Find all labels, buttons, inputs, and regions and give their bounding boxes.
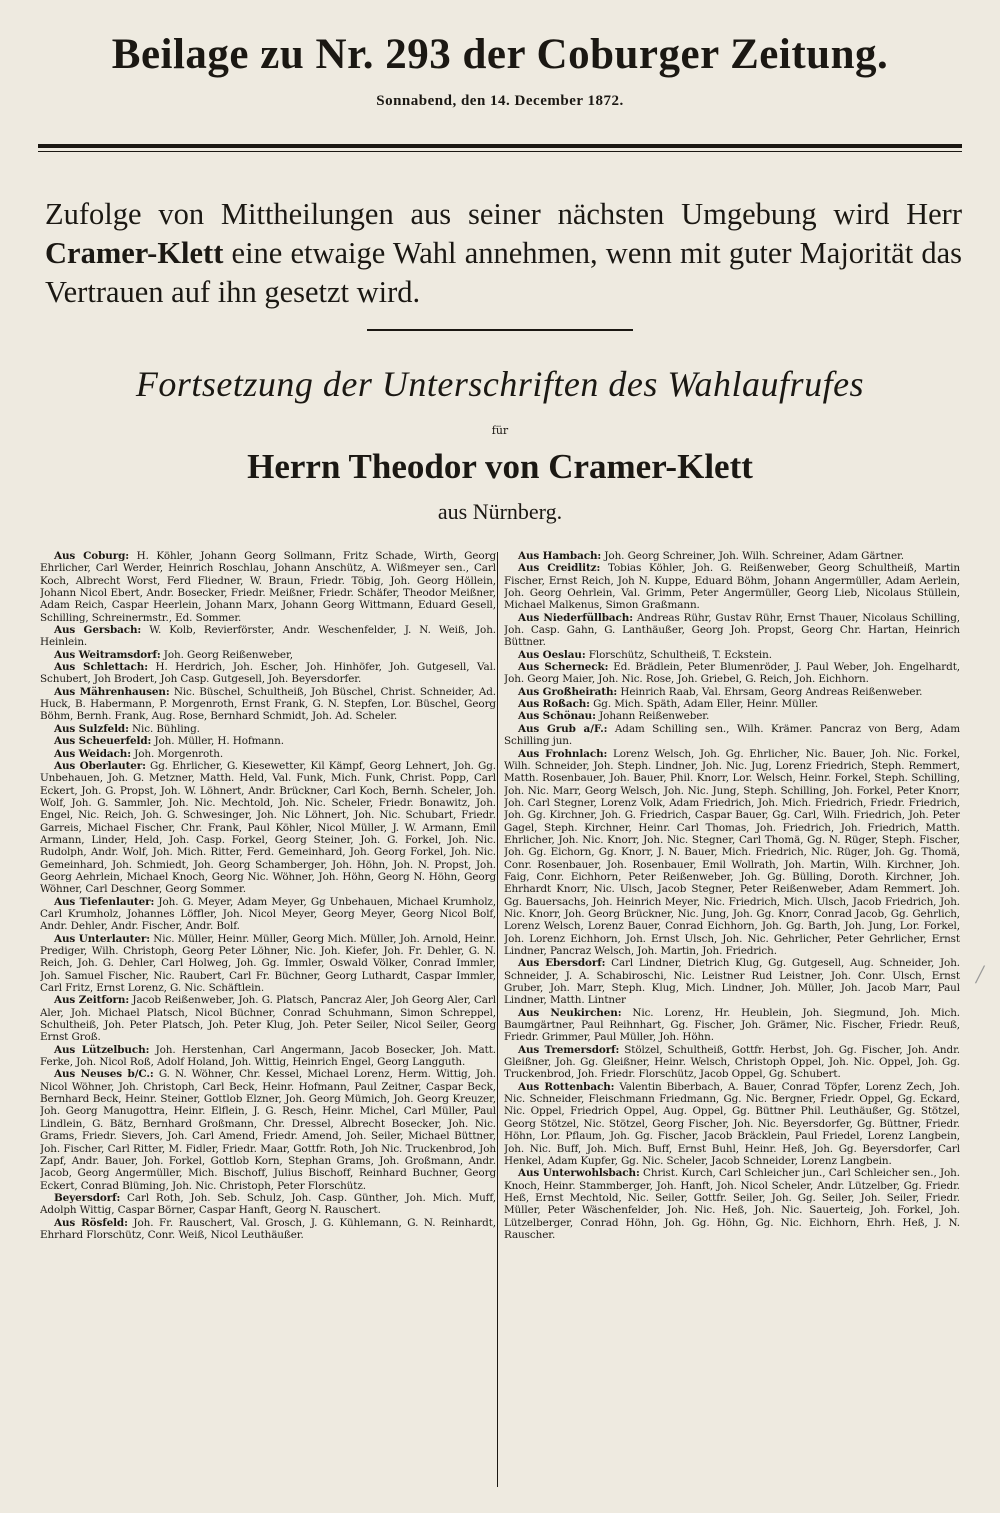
notice-candidate-name: Cramer-Klett [45,236,224,270]
signatory-names: W. Kolb, Revierförster, Andr. Weschenfelder, J. N. Weiß, Joh. Heinlein. [40,624,496,649]
place-name: Aus Niederfüllbach: [518,611,633,624]
signatory-names: Nic. Bühling. [128,722,200,735]
announcement-notice [45,195,962,312]
signature-entry [504,723,960,748]
signature-entry [40,896,496,933]
signatory-names: Tobias Köhler, Joh. G. Reißenweber, Georg Schultheiß, Martin Fischer, Ernst Reich, Joh N. Kuppe, Eduard Böhm, Johann Angermüller, Adam Aerlein, Joh. Georg Oehrlein, Val. Grimm, Peter Angermüller, Georg Lieb, Nicolaus Stüllein, Michael Malkenus, Simon Graßmann. [504,562,960,612]
signatory-names: Adam Schilling sen., Wilh. Krämer. Pancraz von Berg, Adam Schilling jun. [504,722,960,748]
place-name: Aus Zeitforn: [54,994,130,1007]
header-rule-thick [38,144,962,148]
signature-entry [504,748,960,958]
signature-entry [40,1192,496,1217]
signatory-names: Carl Roth, Joh. Seb. Schulz, Joh. Casp. Günther, Joh. Mich. Muff, Adolph Wittig, Caspar Börner, Caspar Hanft, Georg N. Rauschert. [40,1191,496,1217]
signatures-column-left [40,550,496,1490]
place-name: Aus Tremersdorf: [518,1043,620,1056]
signatory-names: Stölzel, Schultheiß, Gottfr. Herbst, Joh. Gg. Fischer, Joh. Andr. Gleißner, Joh. Gg. Gleißner, Heinr. Welsch, Christoph Oppel, Joh. Nic. Oppel, Joh. Gg. Truckenbrod, Joh. Friedr. Florschütz, Jacob Oppel, Gg. Schubert. [504,1043,960,1081]
notice-text-end: eine etwaige Wahl annehmen, wenn mit guter Majorität das Vertrauen auf ihn gesetzt wird. [45,236,962,309]
signature-entry [40,649,496,661]
signatory-names: Ed. Brädlein, Peter Blumenröder, J. Paul Weber, Joh. Engelhardt, Joh. Georg Maier, Joh. Nic. Rose, Joh. Griebel, G. Reich, Joh. Eichhorn. [504,661,960,686]
place-name: Aus Weidach: [54,747,131,760]
place-name: Aus Rösfeld: [54,1216,128,1229]
signatory-names: Heinrich Raab, Val. Ehrsam, Georg Andreas Reißenweber. [617,685,923,698]
signature-entry [40,723,496,735]
place-name: Aus Lützelbuch: [54,1043,150,1056]
signature-entry [40,550,496,624]
signatory-names: Joh. Morgenroth. [130,747,224,760]
signature-entry [504,612,960,649]
signatory-names: Nic. Müller, Heinr. Müller, Georg Mich. Müller, Joh. Arnold, Heinr. Prediger, Wilh. Christoph, Georg Peter Löhner, Nic. Joh. Kiefer, Joh. Fr. Dehler, G. N. Reich, Joh. G. Dehler, Carl Holweg, Joh. Gg. Immler, Oswald Völker, Conrad Immler, Joh. Samuel Fischer, Nic. Raubert, Carl Fr. Büchner, Georg Luthardt, Caspar Immler, Carl Fritz, Ernst Lorenz, G. Nic. Schäftlein. [40,932,496,995]
signature-entry [40,1217,496,1242]
place-name: Aus Coburg: [54,550,130,562]
signature-entry [40,748,496,760]
signatory-names: Lorenz Welsch, Joh. Gg. Ehrlicher, Nic. Bauer, Joh. Nic. Forkel, Wilh. Schneider, Joh. Steph. Lindner, Joh. Nic. Jug, Lorenz Friedrich, Steph. Remmert, Matth. Rosenbauer, Joh. Bauer, Phil. Knorr, Lor. Welsch, Heinr. Forkel, Steph. Schilling, Joh. Nic. Marr, Georg Welsch, Joh. Nic. Jung, Steph. Schilling, Joh. Forkel, Peter Knorr, Joh. Carl Stegner, Lorenz Volk, Adam Friedrich, Joh. Mich. Friedrich, Friedr. Friedrich, Joh. Gg. Kirchner, Joh. G. Friedrich, Caspar Bauer, Gg. Carl, Wilh. Friedrich, Joh. Peter Gagel, Steph. Kirchner, Heinr. Carl Thomas, Joh. Friedrich, Joh. Friedrich, Matth. Ehrlicher, Joh. Nic. Knorr, Joh. Nic. Stegner, Carl Thomä, Gg. N. Rüger, Steph. Fischer, Joh. Gg. Eichorn, Gg. Knorr, J. N. Bauer, Mich. Friedrich, Nic. Rüger, Joh. Gg. Thomä, Conr. Rosenbauer, Joh. Rosenbauer, Emil Wollrath, Joh. Martin, Wilh. Kirchner, Joh. Faig, Conr. Eichhorn, Peter Reißenweber, Joh. Gg. Bülling, Doroth. Kirchner, Joh. Ehrhardt Knorr, Nic. Ulsch, Jacob Stegner, Peter Reißenweber, Adam Remmert. Joh. Gg. Bauersachs, Joh. Heinrich Meyer, Nic. Friedrich, Mich. Ulsch, Jacob Friedrich, Joh. Nic. Knorr, Joh. Georg Brückner, Nic. Jung, Joh. Gg. Knorr, Conrad Jacob, Gg. Gehrlich, Lorenz Welsch, Lorenz Bauer, Conrad Eichhorn, Joh. Gg. Barth, Joh. Jung, Lor. Forkel, Joh. Lorenz Eichhorn, Joh. Ernst Ulsch, Joh. Nic. Gehrlicher, Peter Gehrlicher, Ernst Lindner, Pancraz Welsch, Joh. Martin, Joh. Friedrich. [504,747,960,957]
section-divider-rule [367,329,633,331]
signature-entry [504,649,960,661]
place-name: Aus Tiefenlauter: [54,895,155,908]
signature-entry [40,661,496,686]
column-divider [497,552,498,1487]
signatory-names: Carl Lindner, Dietrich Klug, Gg. Gutgesell, Aug. Schneider, Joh. Schneider, J. A. Schabiroschi, Nic. Leistner Rud Leistner, Joh. Conr. Ulsch, Ernst Gruber, Joh. Marr, Steph. Klug, Mich. Lindner, Joh. Müller, Joh. Jacob Marr, Paul Lindner, Matth. Lintner [504,957,960,1007]
signature-entry [40,933,496,995]
place-name: Aus Weitramsdorf: [54,648,161,661]
place-name: Aus Hambach: [518,550,602,562]
signatory-names: Andreas Rühr, Gustav Rühr, Ernst Thauer, Nicolaus Schilling, Joh. Casp. Gahn, G. Lanthäußer, Georg Joh. Propst, Georg Chr. Hartan, Heinrich Büttner. [504,611,960,649]
signature-entry [504,698,960,710]
signatures-column-right [504,550,960,1490]
place-name: Aus Oberlauter: [54,759,146,772]
place-name: Aus Gersbach: [54,624,142,637]
place-name: Aus Scheuerfeld: [54,735,152,748]
header-rule-thin [38,151,962,152]
place-name: Aus Grub a/F.: [518,722,608,735]
candidate-origin: aus Nürnberg. [437,499,563,524]
place-name: Aus Schönau: [518,710,596,723]
place-name: Aus Schlettach: [54,661,148,674]
signatory-names: Jacob Reißenweber, Joh. G. Platsch, Pancraz Aler, Joh Georg Aler, Carl Aler, Joh. Michael Platsch, Nicol Büchner, Conrad Schuhmann, Simon Schreppel, Schultheiß, Joh. Peter Platsch, Joh. Peter Klug, Joh. Peter Seiler, Nicol Seiler, Georg Ernst Groß. [40,994,496,1044]
signature-entry [504,957,960,1006]
margin-pencil-mark: / [976,960,984,989]
place-name: Aus Ebersdorf: [518,957,606,970]
signatory-names: Nic. Lorenz, Hr. Heublein, Joh. Siegmund, Joh. Mich. Baumgärtner, Paul Reihnhart, Gg. Fischer, Joh. Grämer, Nic. Fischer, Friedr. Reuß, Friedr. Grimmer, Paul Müller, Joh. Höhn. [504,1006,960,1044]
signature-entry [504,1167,960,1241]
signatory-names: Valentin Biberbach, A. Bauer, Conrad Töpfer, Lorenz Zech, Joh. Nic. Schneider, Fleischmann Friedmann, Gg. Nic. Bergner, Friedr. Oppel, Gg. Eckard, Nic. Oppel, Friedrich Oppel, Aug. Oppel, Gg. Büttner Phil. Leuthäußer, Gg. Stötzel, Georg Stötzel, Nic. Stötzel, Georg Fischer, Joh. Nic. Beyersdorfer, Gg. Büttner, Friedr. Höhn, Lor. Pflaum, Joh. Gg. Fischer, Jacob Bräcklein, Paul Friedel, Lorenz Langbein, Joh. Nic. Buff, Joh. Mich. Buff, Ernst Buhl, Heinr. Heß, Joh. Gg. Beyersdorfer, Carl Henkel, Adam Kupfer, Gg. Nic. Scheler, Jacob Schneider, Lorenz Langbein. [504,1080,960,1167]
place-name: Aus Großheirath: [518,685,618,698]
place-name: Aus Sulzfeld: [54,722,129,735]
dateline: Sonnabend, den 14. December 1872. [376,93,624,109]
signatory-names: Joh. Georg Reißenweber, [160,648,293,661]
signatory-names: G. N. Wöhner, Chr. Kessel, Michael Lorenz, Herm. Wittig, Joh. Nicol Wöhner, Joh. Christoph, Carl Beck, Heinr. Hofmann, Paul Zeitner, Caspar Beck, Bernhard Beck, Heinr. Steiner, Gottlob Elzner, Joh. Georg Mümich, Joh. Georg Kreuzer, Joh. Georg Manugottra, Heinr. Elflein, J. G. Resch, Heinr. Michel, Carl Müller, Paul Lindlein, G. Bätz, Bernhard Großmann, Chr. Dressel, Albrecht Bosecker, Joh. Nic. Grams, Friedr. Sievers, Joh. Carl Amend, Friedr. Amend, Joh. Seiler, Michael Büttner, Joh. Fischer, Carl Ritter, M. Fidler, Friedr. Maar, Gottfr. Roth, Joh Nic. Truckenbrod, Joh Zapf, Andr. Bauer, Joh. Forkel, Gottlob Korn, Stephan Grams, Joh. Großmann, Andr. Jacob, Georg Angermüller, Mich. Bischoff, Julius Bischoff, Reinhard Buchner, Georg Eckert, Conrad Blüming, Joh. Nic. Christoph, Peter Florschütz. [40,1068,496,1192]
signatory-names: Florschütz, Schultheiß, T. Eckstein. [585,648,772,661]
signature-entry [504,686,960,698]
place-name: Beyersdorf: [54,1191,121,1204]
place-name: Aus Mährenhausen: [54,685,170,698]
place-name: Aus Neuses b/C.: [54,1068,154,1081]
place-name: Aus Roßach: [518,698,590,711]
place-name: Aus Rottenbach: [518,1080,615,1093]
signature-entry [504,1044,960,1081]
notice-text-start: Zufolge von Mittheilungen aus seiner nächsten Umgebung wird Herr [45,197,962,231]
place-name: Aus Neukirchen: [518,1006,622,1019]
signature-entry [40,994,496,1043]
signature-entry [40,1068,496,1191]
signature-entry [504,710,960,722]
signature-entry [504,1007,960,1044]
place-name: Aus Oeslau: [518,648,586,661]
signatory-names: Nic. Büschel, Schultheiß, Joh Büschel, Christ. Schneider, Ad. Huck, B. Habermann, P. Morgenroth, Ernst Frank, G. N. Stepfen, Lor. Büschel, Georg Böhm, Bernh. Frank, Aug. Rose, Bernhard Schmidt, Joh. Ad. Scheler. [40,685,496,723]
signatory-names: Johann Reißenweber. [595,710,710,723]
place-name: Aus Creidlitz: [518,562,601,575]
signatory-names: Joh. Herstenhan, Carl Angermann, Jacob Bosecker, Joh. Matt. Ferke, Joh. Nicol Roß, Adolf Holand, Joh. Wittig, Heinrich Engel, Georg Langguth. [40,1043,496,1069]
place-name: Aus Frohnlach: [518,747,608,760]
signature-entry [504,661,960,686]
signatory-names: Joh. Fr. Rauschert, Val. Grosch, J. G. Kühlemann, G. N. Reinhardt, Ehrhard Florschütz, Conr. Weiß, Nicol Leuthäußer. [40,1216,496,1241]
signatory-names: Joh. Georg Schreiner, Joh. Wilh. Schreiner, Adam Gärtner. [601,550,904,562]
signatory-names: Gg. Mich. Späth, Adam Eller, Heinr. Müller. [589,698,819,711]
signature-entry [40,624,496,649]
signature-entry [40,686,496,723]
signature-entry [504,562,960,611]
place-name: Aus Unterlauter: [54,932,150,945]
section-heading: Fortsetzung der Unterschriften des Wahlaufrufes [135,364,865,404]
signature-entry [504,1081,960,1167]
signatory-names: H. Köhler, Johann Georg Sollmann, Fritz Schade, Wirth, Georg Ehrlicher, Carl Werder, Heinrich Roschlau, Johann Anschütz, A. Wißmeyer sen., Carl Koch, Albrecht Worst, Ferd Fliedner, W. Braun, Friedr. Töbig, Joh. Georg Höllein, Johann Nicol Ebert, Andr. Bosecker, Friedr. Meißner, Friedr. Schäfer, Theodor Meißner, Adam Reich, Caspar Heerlein, Johann Marx, Johann Georg Wittmann, Eduard Gesell, Schilling, Schreinermstr., Ed. Sommer. [40,550,496,624]
heading-preposition: für [491,424,509,437]
signature-entry [40,735,496,747]
signature-entry [40,1044,496,1069]
signatory-names: H. Herdrich, Joh. Escher, Joh. Hinhöfer, Joh. Gutgesell, Val. Schubert, Joh Brodert, Joh Casp. Gutgesell, Joh. Beyersdorfer. [40,661,496,686]
place-name: Aus Unterwohlsbach: [518,1167,640,1180]
signatory-names: Christ. Kurch, Carl Schleicher jun., Carl Schleicher sen., Joh. Knoch, Heinr. Stammberger, Joh. Hanft, Joh. Nicol Scheler, Andr. Lützelber, Gg. Friedr. Heß, Ernst Mechtold, Nic. Seiler, Gottfr. Seiler, Joh. Gg. Seiler, Joh. Seiler, Friedr. Müller, Peter Wäschenfelder, Joh. Nic. Heß, Joh. Nic. Sauerteig, Joh. Forkel, Joh. Lützelberger, Conrad Höhn, Joh. Gg. Höhn, Gg. Nic. Eichhorn, Ehrh. Heß, J. N. Rauscher. [504,1167,960,1241]
candidate-name-heading: Herrn Theodor von Cramer-Klett [247,447,753,486]
signatory-names: Joh. Müller, H. Hofmann. [151,735,284,748]
signatory-names: Joh. G. Meyer, Adam Meyer, Gg Unbehauen, Michael Krumholz, Carl Krumholz, Johannes Löffler, Joh. Nicol Meyer, Georg Meyer, Georg Nicol Bolf, Andr. Dehler, Andr. Fischer, Andr. Bolf. [40,895,496,933]
masthead-title: Beilage zu Nr. 293 der Coburger Zeitung. [111,31,889,78]
signature-entry [504,550,960,562]
signature-entry [40,760,496,896]
signatory-names: Gg. Ehrlicher, G. Kiesewetter, Kil Kämpf, Georg Lehnert, Joh. Gg. Unbehauen, Joh. G. Metzner, Matth. Held, Val. Funk, Mich. Funk, Christ. Popp, Carl Eckert, Joh. G. Propst, Joh. W. Löhnert, Andr. Brückner, Carl Koch, Bernh. Scheler, Joh. Wolf, Joh. G. Sammler, Joh. Nic. Mechtold, Joh. Nic. Scheler, Friedr. Bonawitz, Joh. Engel, Nic. Reich, Joh. G. Schwesinger, Joh. Nic Löhnert, Joh. Nic. Schubart, Friedr. Garreis, Michael Fischer, Chr. Frank, Paul Köhler, Nicol Müller, J. W. Armann, Emil Armann, Linder, Held, Joh. Casp. Forkel, Georg Steiner, Joh. G. Forkel, Joh. Nic. Rudolph, Andr. Wolf, Joh. Mich. Ritter, Ferd. Gemeinhard, Joh. Georg Forkel, Joh. Nic. Gemeinhard, Joh. Schmiedt, Joh. Georg Schamberger, Joh. Höhn, Joh. N. Propst, Joh. Georg Aehrlein, Michael Knoch, Georg Nic. Wöhner, Joh. Höhn, Georg N. Höhn, Georg Wöhner, Carl Deschner, Georg Sommer. [40,759,496,896]
place-name: Aus Scherneck: [518,661,609,674]
